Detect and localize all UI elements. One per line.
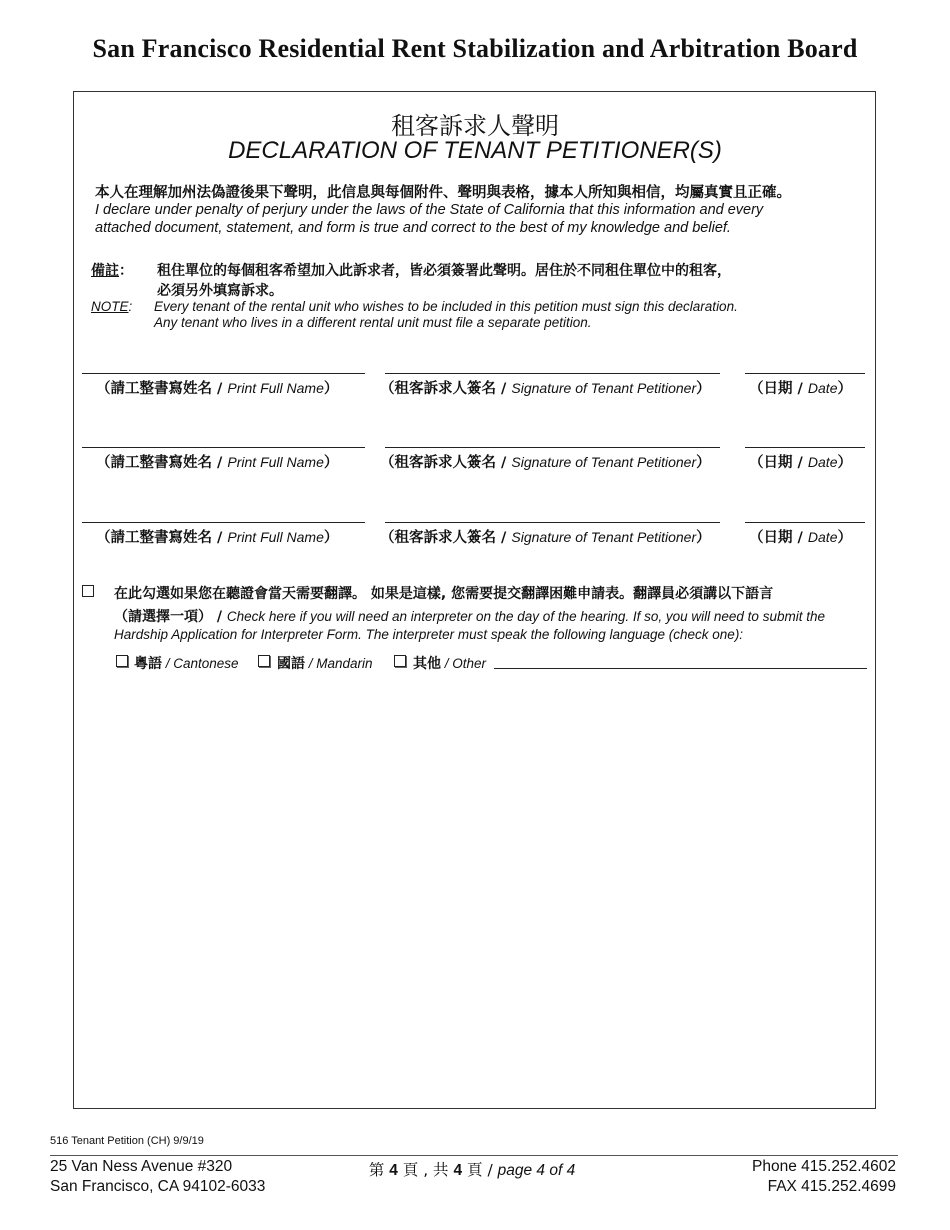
print-name-field-1[interactable] — [82, 373, 365, 374]
note-label-cn-colon: ： — [119, 263, 133, 279]
note-chinese-line1: 租住單位的每個租客希望加入此訴求者，皆必須簽署此聲明。居住於不同租住單位中的租客， — [157, 263, 731, 279]
date-label-2: （日期 / Date） — [749, 454, 852, 471]
address-line1: 25 Van Ness Avenue #320 — [50, 1158, 233, 1175]
date-field-1[interactable] — [745, 373, 865, 374]
signature-label-2: （租客訴求人簽名 / Signature of Tenant Petitioner） — [380, 454, 711, 471]
signature-field-2[interactable] — [385, 447, 720, 448]
interpreter-text-chinese: 在此勾選如果您在聽證會當天需要翻譯。 如果是這樣, 您需要提交翻譯困難申請表。翻譯員必須講以下語言 — [114, 586, 774, 602]
note-label-en-text: NOTE — [91, 299, 129, 314]
note-chinese-line2: 必須另外填寫訴求。 — [157, 283, 283, 299]
interpreter-text-line2: （請選擇一項） / Check here if you will need an interpreter on the day of the hearing. If so, you will need to submit the — [114, 609, 825, 625]
print-name-label-3: （請工整書寫姓名 / Print Full Name） — [96, 529, 339, 546]
signature-field-3[interactable] — [385, 522, 720, 523]
date-label-3: （日期 / Date） — [749, 529, 852, 546]
signature-field-1[interactable] — [385, 373, 720, 374]
note-english-line1: Every tenant of the rental unit who wishes to be included in this petition must sign this declaration. — [154, 299, 738, 314]
cantonese-label: 粵語 / Cantonese — [134, 656, 239, 672]
note-label-chinese — [91, 260, 133, 280]
date-label-1: （日期 / Date） — [749, 380, 852, 397]
note-english-line2: Any tenant who lives in a different rental unit must file a separate petition. — [154, 315, 592, 330]
other-label: 其他 / Other — [413, 656, 487, 672]
page-number: 第 4 頁 , 共 4 頁 / page 4 of 4 — [368, 1161, 576, 1179]
address-line2: San Francisco, CA 94102-6033 — [50, 1178, 266, 1195]
form-title-english: DECLARATION OF TENANT PETITIONER(S) — [228, 137, 722, 164]
date-field-2[interactable] — [745, 447, 865, 448]
print-name-label-1: （請工整書寫姓名 / Print Full Name） — [96, 380, 339, 397]
note-label-cn-text: 備註 — [91, 263, 119, 279]
print-name-field-2[interactable] — [82, 447, 365, 448]
print-name-field-3[interactable] — [82, 522, 365, 523]
signature-label-1: （租客訴求人簽名 / Signature of Tenant Petitioner） — [380, 380, 711, 397]
mandarin-checkbox[interactable] — [258, 655, 270, 667]
footer-divider — [50, 1155, 898, 1156]
form-code: 516 Tenant Petition (CH) 9/9/19 — [50, 1135, 204, 1147]
mandarin-label: 國語 / Mandarin — [277, 656, 373, 672]
declaration-chinese: 本人在理解加州法偽證後果下聲明，此信息與每個附件、聲明與表格，據本人所知與相信，均屬真實且正確。 — [95, 185, 791, 201]
declaration-english-line1: I declare under penalty of perjury under the laws of the State of California that this information and every — [95, 202, 764, 218]
note-label-english — [91, 299, 132, 314]
signature-label-3: （租客訴求人簽名 / Signature of Tenant Petitioner） — [380, 529, 711, 546]
other-language-field[interactable] — [494, 668, 867, 669]
other-checkbox[interactable] — [394, 655, 406, 667]
cantonese-checkbox[interactable] — [116, 655, 128, 667]
interpreter-checkbox[interactable] — [82, 585, 94, 597]
interpreter-text-line3: Hardship Application for Interpreter Form. The interpreter must speak the following language (check one): — [114, 627, 744, 642]
form-title-chinese: 租客訴求人聲明 — [391, 112, 559, 140]
board-title: San Francisco Residential Rent Stabilization and Arbitration Board — [92, 34, 858, 63]
print-name-label-2: （請工整書寫姓名 / Print Full Name） — [96, 454, 339, 471]
note-label-en-colon: : — [128, 299, 133, 314]
declaration-english-line2: attached document, statement, and form is true and correct to the best of my knowledge and belief. — [95, 220, 731, 236]
fax-number: FAX 415.252.4699 — [767, 1178, 896, 1195]
date-field-3[interactable] — [745, 522, 865, 523]
phone-number: Phone 415.252.4602 — [752, 1158, 896, 1175]
